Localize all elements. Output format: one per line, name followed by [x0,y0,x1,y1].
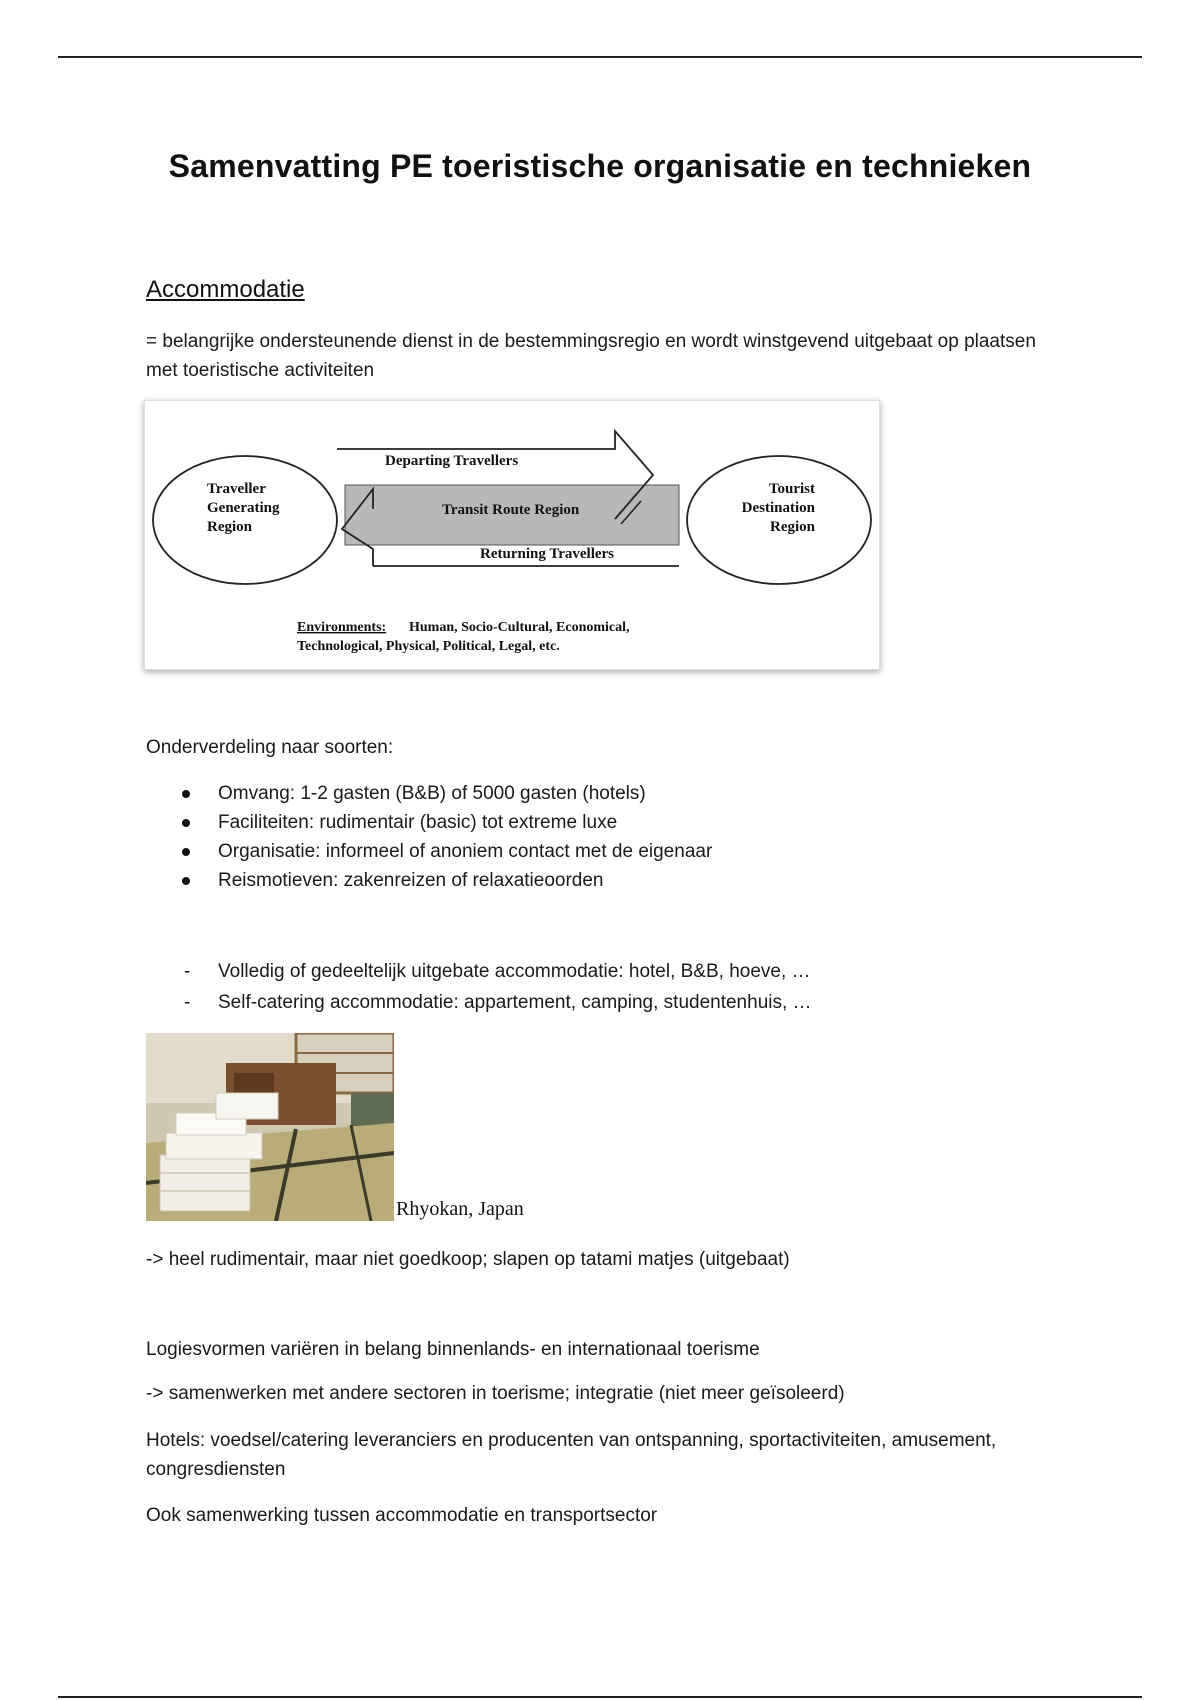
returning-label: Returning Travellers [480,546,615,562]
left-region-line-2: Generating [207,500,280,516]
list-item [146,866,712,895]
list-item [146,808,712,837]
list-item-text: Faciliteiten: rudimentair (basic) tot extreme luxe [218,812,618,833]
subdivision-label: Onderverdeling naar soorten: [146,737,394,758]
list-item [146,956,812,987]
list-item [146,779,712,808]
right-region-line-2: Destination [741,500,815,516]
tourism-system-diagram [144,400,880,670]
diagram-svg [145,401,879,669]
list-item [146,837,712,866]
ryokan-photo [146,1033,394,1221]
left-region-line-1: Traveller [207,481,266,497]
photo-note: -> heel rudimentair, maar niet goedkoop; slapen op tatami matjes (uitgebaat) [146,1249,790,1270]
bullet-dot [182,790,190,798]
list-item [146,987,812,1018]
left-region-line-3: Region [207,519,252,535]
transport-paragraph: Ook samenwerking tussen accommodatie en transportsector [146,1505,658,1526]
logies-paragraph: Logiesvormen variëren in belang binnenlands- en internationaal toerisme [146,1339,760,1360]
ryokan-photo-image [146,1033,394,1221]
page-title: Samenvatting PE toeristische organisatie en technieken [168,148,1032,184]
bullet-dot [182,877,190,885]
bullet-dot [182,819,190,827]
list-item-text: Volledig of gedeeltelijk uitgebate accommodatie: hotel, B&B, hoeve, … [218,961,811,982]
list-item-text: Organisatie: informeel of anoniem contact met de eigenaar [218,841,713,862]
transit-label: Transit Route Region [442,502,580,518]
list-item-text: Reismotieven: zakenreizen of relaxatieoorden [218,870,604,891]
bullet-dot [182,848,190,856]
environments-line-2: Technological, Physical, Political, Legal, etc. [297,639,560,654]
dash-list [146,956,812,1018]
departing-label: Departing Travellers [385,453,519,469]
hotels-paragraph: Hotels: voedsel/catering leveranciers en producenten van ontspanning, sportactiviteiten, amusement, congresdiensten [146,1430,997,1480]
list-item-text: Omvang: 1-2 gasten (B&B) of 5000 gasten (hotels) [218,783,646,804]
dash-marker: - [184,992,191,1013]
header-rule [58,56,1142,58]
bullet-list [146,779,712,895]
environments-line-1: Human, Socio-Cultural, Economical, [409,620,630,635]
section-heading: Accommodatie [146,276,305,303]
footer-rule [58,1696,1142,1698]
intro-paragraph: = belangrijke ondersteunende dienst in de bestemmingsregio en wordt winstgevend uitgebaat op plaatsen met toeristische activiteiten [146,331,1036,381]
right-region-line-1: Tourist [768,481,815,497]
list-item-text: Self-catering accommodatie: appartement, camping, studentenhuis, … [218,992,812,1013]
right-region-line-3: Region [770,519,815,535]
photo-caption: Rhyokan, Japan [396,1198,524,1220]
dash-marker: - [184,961,191,982]
cooperation-paragraph: -> samenwerken met andere sectoren in toerisme; integratie (niet meer geïsoleerd) [146,1383,845,1404]
environments-label: Environments: [297,620,387,635]
